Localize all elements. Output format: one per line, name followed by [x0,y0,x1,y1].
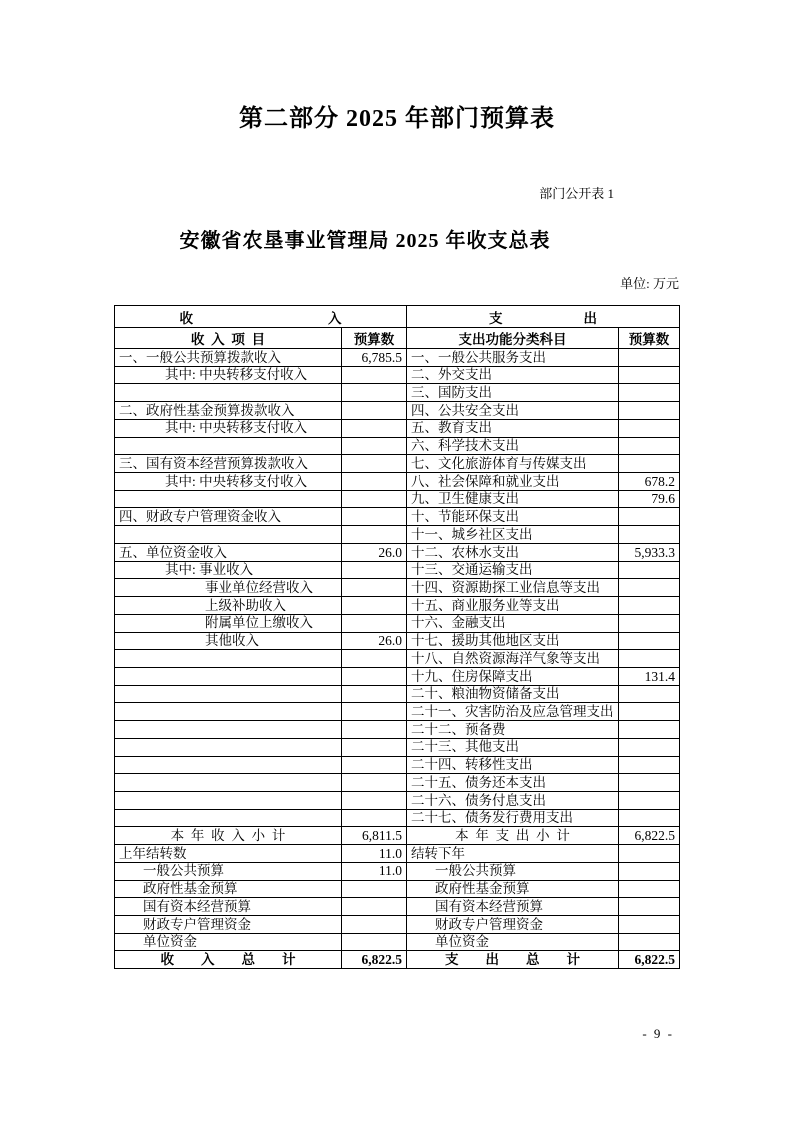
income-value-cell: 11.0 [342,845,407,863]
expense-item-cell: 十六、金融支出 [407,614,619,632]
expense-value-cell [619,561,680,579]
expense-value-cell [619,703,680,721]
expense-item-cell: 七、文化旅游体育与传媒支出 [407,455,619,473]
income-section-header: 收 入 [115,306,407,328]
income-value-cell [342,703,407,721]
income-value-cell [342,402,407,420]
expense-value-cell: 678.2 [619,473,680,491]
income-value-cell: 26.0 [342,543,407,561]
expense-item-cell: 十、节能环保支出 [407,508,619,526]
income-item-cell: 一般公共预算 [115,862,342,880]
budget-row [115,384,680,402]
expense-item-cell: 一般公共预算 [407,862,619,880]
expense-item-cell: 国有资本经营预算 [407,898,619,916]
budget-row [115,756,680,774]
budget-row [115,508,680,526]
income-item-cell [115,526,342,544]
income-item-cell: 国有资本经营预算 [115,898,342,916]
income-value-cell [342,437,407,455]
income-item-cell: 其中: 中央转移支付收入 [115,473,342,491]
income-item-cell: 上级补助收入 [115,597,342,615]
income-value-cell [342,490,407,508]
income-item-cell: 五、单位资金收入 [115,543,342,561]
income-value-cell [342,721,407,739]
budget-row [115,526,680,544]
income-value-cell [342,473,407,491]
expense-item-cell: 支 出 总 计 [407,951,619,969]
income-item-cell [115,703,342,721]
expense-value-cell [619,597,680,615]
income-value-cell [342,579,407,597]
expense-value-cell: 6,822.5 [619,827,680,845]
income-value-cell [342,791,407,809]
expense-item-cell: 结转下年 [407,845,619,863]
income-item-cell [115,756,342,774]
expense-items-header: 支出功能分类科目 [407,328,619,349]
income-value-cell [342,667,407,685]
expense-item-cell: 一、一般公共服务支出 [407,349,619,367]
budget-row [115,862,680,880]
budget-summary-table [114,305,680,969]
expense-value-cell [619,579,680,597]
budget-row [115,561,680,579]
income-item-cell: 其中: 中央转移支付收入 [115,419,342,437]
expense-value-cell [619,402,680,420]
income-value-cell [342,898,407,916]
budget-row [115,597,680,615]
expense-item-cell: 十四、资源勘探工业信息等支出 [407,579,619,597]
expense-value-cell [619,526,680,544]
income-item-cell: 上年结转数 [115,845,342,863]
expense-value-cell [619,791,680,809]
budget-row [115,402,680,420]
part-title: 第二部分 2025 年部门预算表 [239,106,555,132]
income-value-cell: 26.0 [342,632,407,650]
budget-row [115,543,680,561]
budget-row [115,951,680,969]
income-value-cell [342,384,407,402]
budget-row [115,738,680,756]
income-value-cell [342,809,407,827]
income-item-cell: 政府性基金预算 [115,880,342,898]
income-items-header: 收 入 项 目 [115,328,342,349]
budget-row [115,437,680,455]
income-value-cell: 6,822.5 [342,951,407,969]
budget-row [115,419,680,437]
budget-row [115,933,680,951]
expense-item-cell: 九、卫生健康支出 [407,490,619,508]
expense-item-cell: 二十一、灾害防治及应急管理支出 [407,703,619,721]
expense-item-cell: 三、国防支出 [407,384,619,402]
income-item-cell: 收 入 总 计 [115,951,342,969]
budget-row [115,490,680,508]
income-item-cell: 财政专户管理资金 [115,916,342,934]
income-item-cell [115,650,342,668]
income-item-cell: 三、国有资本经营预算拨款收入 [115,455,342,473]
income-value-cell [342,650,407,668]
budget-row [115,579,680,597]
income-item-cell: 其中: 中央转移支付收入 [115,366,342,384]
expense-value-cell [619,455,680,473]
expense-value-cell [619,419,680,437]
expense-value-cell [619,632,680,650]
budget-row [115,614,680,632]
budget-row [115,703,680,721]
income-item-cell [115,490,342,508]
income-item-cell [115,774,342,792]
column-header-row [115,328,680,349]
budget-row [115,721,680,739]
income-item-cell [115,809,342,827]
expense-item-cell: 二十三、其他支出 [407,738,619,756]
income-item-cell [115,685,342,703]
expense-item-cell: 二十七、债务发行费用支出 [407,809,619,827]
expense-value-cell [619,349,680,367]
income-value-cell [342,614,407,632]
expense-item-cell: 八、社会保障和就业支出 [407,473,619,491]
expense-item-cell: 十九、住房保障支出 [407,667,619,685]
expense-item-cell: 财政专户管理资金 [407,916,619,934]
expense-value-cell: 5,933.3 [619,543,680,561]
expense-item-cell: 二十四、转移性支出 [407,756,619,774]
income-value-cell [342,508,407,526]
budget-row [115,632,680,650]
income-value-cell [342,366,407,384]
section-header-row [115,306,680,328]
expense-value-cell [619,366,680,384]
income-item-cell: 二、政府性基金预算拨款收入 [115,402,342,420]
expense-value-cell [619,614,680,632]
expense-item-cell: 二十、粮油物资储备支出 [407,685,619,703]
income-value-cell [342,916,407,934]
budget-row [115,809,680,827]
income-value-cell: 11.0 [342,862,407,880]
expense-value-cell: 79.6 [619,490,680,508]
income-item-cell [115,667,342,685]
income-value-cell [342,561,407,579]
expense-section-header: 支 出 [407,306,680,328]
budget-row [115,349,680,367]
expense-item-cell: 四、公共安全支出 [407,402,619,420]
expense-value-cell [619,809,680,827]
budget-row [115,774,680,792]
income-value-cell [342,455,407,473]
income-item-cell [115,384,342,402]
income-item-cell: 其他收入 [115,632,342,650]
income-item-cell [115,738,342,756]
expense-budget-header: 预算数 [619,328,680,349]
income-item-cell: 附属单位上缴收入 [115,614,342,632]
income-item-cell: 本 年 收 入 小 计 [115,827,342,845]
budget-row [115,366,680,384]
expense-value-cell [619,898,680,916]
budget-row [115,898,680,916]
expense-item-cell: 五、教育支出 [407,419,619,437]
expense-value-cell [619,384,680,402]
expense-item-cell: 十二、农林水支出 [407,543,619,561]
income-value-cell [342,933,407,951]
expense-item-cell: 十五、商业服务业等支出 [407,597,619,615]
budget-row [115,880,680,898]
expense-value-cell [619,880,680,898]
expense-item-cell: 十八、自然资源海洋气象等支出 [407,650,619,668]
expense-value-cell [619,933,680,951]
budget-row [115,667,680,685]
expense-value-cell: 6,822.5 [619,951,680,969]
income-item-cell [115,437,342,455]
budget-row [115,455,680,473]
expense-item-cell: 二十二、预备费 [407,721,619,739]
page-number: - 9 - [642,1026,674,1041]
expense-value-cell [619,437,680,455]
expense-value-cell [619,721,680,739]
income-item-cell: 单位资金 [115,933,342,951]
expense-item-cell: 二十六、债务付息支出 [407,791,619,809]
expense-value-cell [619,774,680,792]
expense-item-cell: 十七、援助其他地区支出 [407,632,619,650]
income-value-cell: 6,811.5 [342,827,407,845]
income-item-cell [115,721,342,739]
income-value-cell [342,526,407,544]
expense-value-cell [619,845,680,863]
income-value-cell [342,880,407,898]
budget-row [115,791,680,809]
expense-value-cell [619,508,680,526]
expense-value-cell [619,685,680,703]
expense-item-cell: 单位资金 [407,933,619,951]
expense-value-cell: 131.4 [619,667,680,685]
unit-label: 单位: 万元 [620,276,679,291]
expense-value-cell [619,650,680,668]
income-item-cell: 一、一般公共预算拨款收入 [115,349,342,367]
income-value-cell: 6,785.5 [342,349,407,367]
budget-row [115,827,680,845]
expense-value-cell [619,738,680,756]
income-value-cell [342,756,407,774]
budget-row [115,473,680,491]
expense-value-cell [619,756,680,774]
expense-item-cell: 十三、交通运输支出 [407,561,619,579]
budget-row [115,845,680,863]
income-item-cell: 事业单位经营收入 [115,579,342,597]
income-value-cell [342,685,407,703]
income-budget-header: 预算数 [342,328,407,349]
income-item-cell: 四、财政专户管理资金收入 [115,508,342,526]
expense-item-cell: 政府性基金预算 [407,880,619,898]
expense-value-cell [619,862,680,880]
table-label: 部门公开表 1 [539,186,614,201]
income-value-cell [342,774,407,792]
income-value-cell [342,738,407,756]
expense-item-cell: 二十五、债务还本支出 [407,774,619,792]
expense-item-cell: 十一、城乡社区支出 [407,526,619,544]
income-value-cell [342,419,407,437]
budget-row [115,650,680,668]
income-item-cell [115,791,342,809]
expense-item-cell: 二、外交支出 [407,366,619,384]
table-title: 安徽省农垦事业管理局 2025 年收支总表 [179,230,551,252]
income-item-cell: 其中: 事业收入 [115,561,342,579]
expense-value-cell [619,916,680,934]
income-value-cell [342,597,407,615]
expense-item-cell: 本 年 支 出 小 计 [407,827,619,845]
expense-item-cell: 六、科学技术支出 [407,437,619,455]
budget-row [115,685,680,703]
budget-row [115,916,680,934]
